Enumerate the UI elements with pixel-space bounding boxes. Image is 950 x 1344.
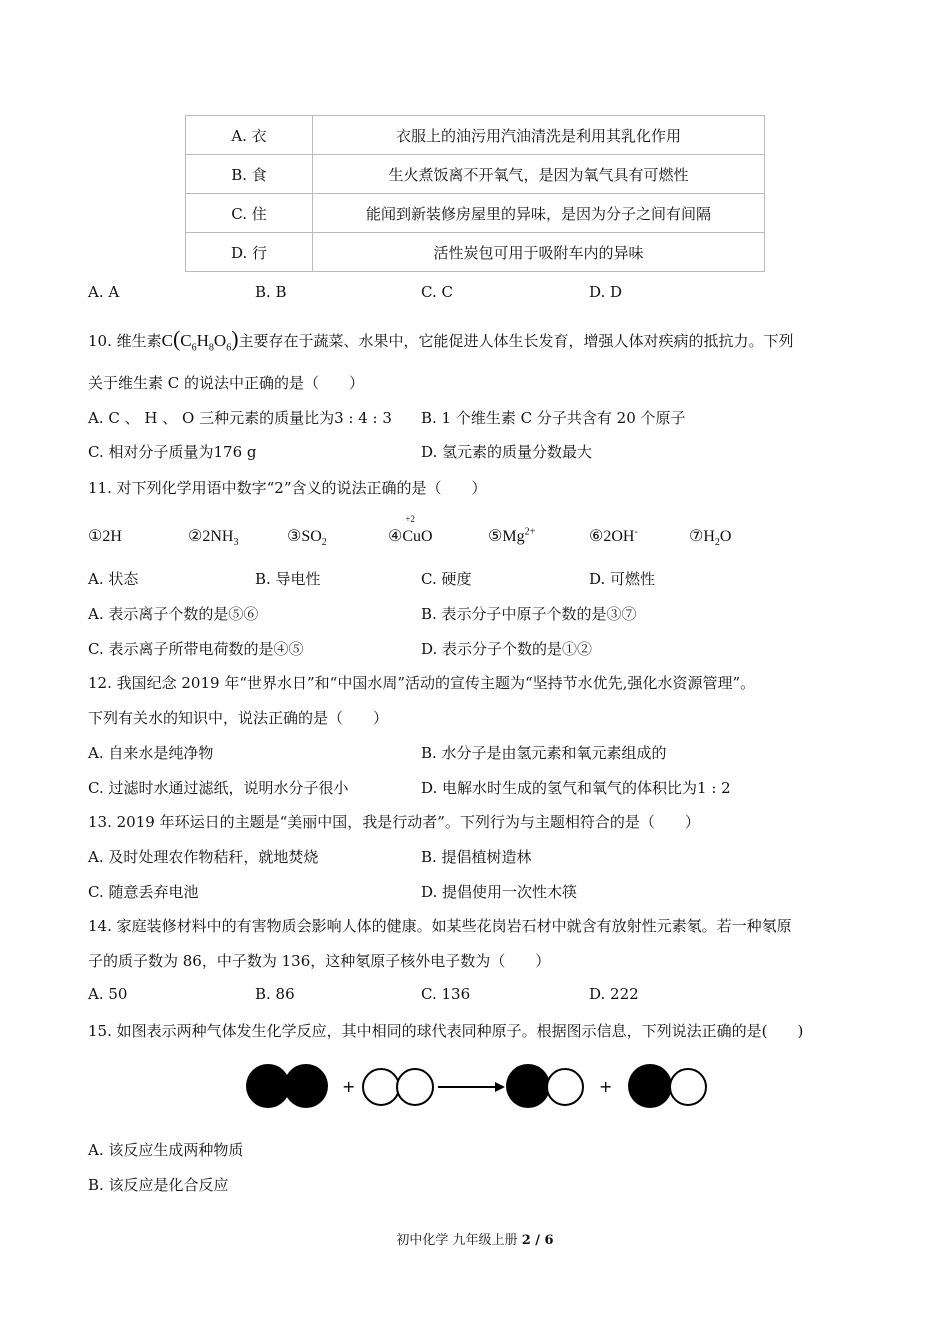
white-atom [363,1069,399,1105]
table-row [186,233,765,272]
q10-choice-c: C. 相对分子质量为176 g [88,443,257,461]
plus-sign: + [342,1077,356,1096]
symbol-sup: - [634,526,638,538]
product-molecule-2 [628,1064,706,1108]
q11-symbol-2 [188,526,238,548]
q15-choice-a: A. 该反应生成两种物质 [88,1141,244,1159]
table-row [186,155,765,194]
reactant-molecule-white [363,1069,433,1105]
formula-sub: 6 [226,342,232,354]
reaction-arrow [438,1082,505,1092]
formula-sub: 8 [208,342,214,354]
black-atom [246,1064,290,1108]
q14-choice-b: B. 86 [255,985,295,1003]
q13-choice-b: B. 提倡植树造林 [421,848,532,866]
q11-symbol-1 [88,526,122,546]
white-atom [397,1069,433,1105]
q15-stem: 15. 如图表示两种气体发生化学反应，其中相同的球代表同种原子。根据图示信息，下列说法正确的是( ) [88,1022,804,1040]
formula-part: C [180,331,192,350]
symbol-text: Cu [402,528,422,545]
formula-part: ) [231,326,239,351]
black-atom [506,1064,550,1108]
black-atom [284,1064,328,1108]
q10-choice-b: B. 1 个维生素 C 分子共含有 20 个原子 [421,409,686,427]
formula-part: C [161,331,173,350]
q14-stem-line2: 子的质子数为 86，中子数为 136，这种氡原子核外电子数为（ ） [88,952,551,970]
q12-choice-d: D. 电解水时生成的氢气和氧气的体积比为1 : 2 [421,779,731,797]
symbol-text: O [421,528,433,545]
valence-mark: +2 [405,514,415,524]
plus-sign: + [599,1077,613,1096]
table-row [186,116,765,155]
q9-choice-a: A. A [88,283,120,301]
q11-choice-b: B. 表示分子中原子个数的是③⑦ [421,605,637,623]
q14-choice-c: C. 136 [421,985,471,1003]
formula-part: O [213,331,227,350]
formula-sub: 6 [191,342,197,354]
q14-stem-line1: 14. 家庭装修材料中的有害物质会影响人体的健康。如某些花岗岩石材中就含有放射性元素氡。若一种氡原 [88,917,792,935]
symbol-text: ②2NH [188,528,234,545]
q11-extra-b: B. 导电性 [255,570,321,588]
table-cell: B. 食 [186,155,313,194]
table-cell: C. 住 [186,194,313,233]
symbol-text: ④ [388,528,403,545]
table-cell: 活性炭包可用于吸附车内的异味 [313,233,765,272]
symbol-text: ⑥2OH [589,528,635,545]
vitamin-c-formula [161,326,239,354]
q14-choice-a: A. 50 [88,985,128,1003]
q11-choice-d: D. 表示分子个数的是①② [421,640,593,658]
table-cell: 衣服上的油污用汽油清洗是利用其乳化作用 [313,116,765,155]
q12-choice-b: B. 水分子是由氢元素和氧元素组成的 [421,744,667,762]
symbol-text: ①2H [88,528,122,545]
q12-choice-a: A. 自来水是纯净物 [88,744,214,762]
table-cell: D. 行 [186,233,313,272]
q11-choice-c: C. 表示离子所带电荷数的是④⑤ [88,640,304,658]
q11-symbol-6 [589,526,638,546]
page-number: 2 / 6 [521,1233,554,1248]
q9-choice-c: C. C [421,283,453,301]
reactant-molecule-black [246,1064,328,1108]
q11-symbol-3 [287,526,327,548]
q10-stem [88,326,794,353]
q10-stem-prefix: 10. 维生素 [88,332,162,350]
q10-choice-a: A. C 、 H 、 O 三种元素的质量比为3 : 4 : 3 [88,409,392,427]
symbol-sub: 2 [321,537,327,549]
formula-part: H [196,331,209,350]
white-atom [547,1069,583,1105]
q13-stem: 13. 2019 年环运日的主题是“美丽中国，我是行动者”。下列行为与主题相符合的是（ ） [88,813,700,831]
q9-choice-d: D. D [589,283,623,301]
table-cell: 能闻到新装修房屋里的异味，是因为分子之间有间隔 [313,194,765,233]
valence-cu [402,514,422,546]
q11-symbol-7 [689,526,731,548]
symbol-text: ⑦H [689,528,715,545]
page-footer [0,1229,950,1248]
footer-subject: 初中化学 九年级上册 [396,1233,522,1248]
table-cell: A. 衣 [186,116,313,155]
q11-extra-a: A. 状态 [88,570,139,588]
symbol-text: ③SO [287,528,322,545]
q10-choice-d: D. 氢元素的质量分数最大 [421,443,593,461]
arrow-head [495,1082,505,1092]
product-molecule-1 [506,1064,583,1108]
q13-choice-a: A. 及时处理农作物秸秆，就地焚烧 [88,848,319,866]
q12-stem-line1: 12. 我国纪念 2019 年“世界水日”和“中国水周”活动的宣传主题为“坚持节水优先,强化水资源管理”。 [88,674,756,692]
table-row [186,194,765,233]
q11-extra-d: D. 可燃性 [589,570,656,588]
q12-stem-line2: 下列有关水的知识中，说法正确的是（ ） [88,709,389,727]
q14-choice-d: D. 222 [589,985,639,1003]
q11-extra-c: C. 硬度 [421,570,472,588]
q10-stem-line2: 关于维生素 C 的说法中正确的是（ ） [88,374,365,392]
reaction-diagram [240,1058,720,1118]
q13-choice-c: C. 随意丢弃电池 [88,883,199,901]
q11-symbol-5 [488,526,535,546]
q9-table [185,115,765,272]
symbol-sub: 3 [233,537,239,549]
white-atom [670,1069,706,1105]
q13-choice-d: D. 提倡使用一次性木筷 [421,883,578,901]
q10-stem-suffix: 主要存在于蔬菜、水果中，它能促进人体生长发育，增强人体对疾病的抵抗力。下列 [238,332,794,350]
q12-choice-c: C. 过滤时水通过滤纸，说明水分子很小 [88,779,349,797]
q11-symbol-4 [388,514,433,546]
symbol-text: O [719,528,732,545]
symbol-sup: 2+ [524,526,536,538]
table-cell: 生火煮饭离不开氧气，是因为氧气具有可燃性 [313,155,765,194]
q15-choice-b: B. 该反应是化合反应 [88,1176,229,1194]
black-atom [628,1064,672,1108]
q9-choice-b: B. B [255,283,287,301]
q11-stem: 11. 对下列化学用语中数字“2”含义的说法正确的是（ ） [88,479,487,497]
symbol-text: ⑤Mg [488,528,525,545]
q11-choice-a: A. 表示离子个数的是⑤⑥ [88,605,259,623]
formula-part: ( [172,326,181,351]
symbol-sub: 2 [714,537,720,549]
